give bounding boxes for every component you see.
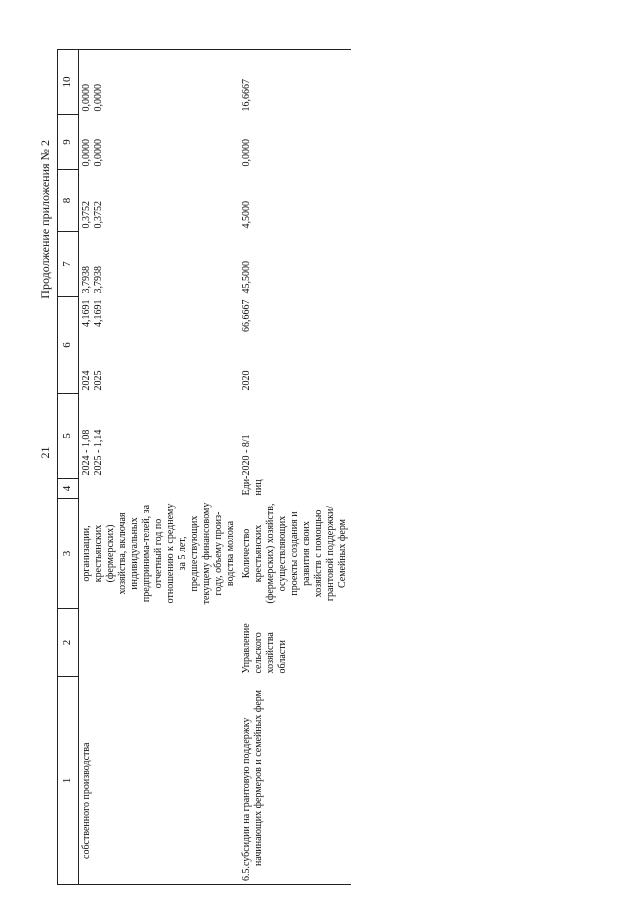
col-header-7: 7 — [58, 232, 79, 297]
table-row — [79, 50, 240, 885]
col-header-5: 5 — [58, 394, 79, 479]
value-1: 66,6667 — [241, 299, 252, 332]
year-1: 2020 — [241, 370, 252, 391]
cell-description: Количество крестьянских (фермерских) хозяйств, осуществляющих проекты создания и развития своих хозяйств с помощью грантовой поддержки/ Семейных ферм — [241, 503, 348, 604]
cell-indicator-name: собственного производства — [79, 677, 240, 885]
cell-col9: 0,0000 — [241, 139, 252, 167]
cell-col7: 45,5000 — [241, 261, 252, 294]
cell-indicator-name: 6.5. субсидии на грантовую поддержку начинающих фермеров и семейных ферм — [239, 677, 351, 885]
col-header-2: 2 — [58, 609, 79, 677]
table-row — [239, 50, 351, 885]
cell-col10: 16,6667 — [239, 50, 351, 115]
cell-col9: 0,0000 0,0000 — [81, 139, 104, 167]
page-number: 21 — [38, 446, 52, 459]
col-header-4: 4 — [58, 479, 79, 499]
header-row — [58, 50, 79, 885]
cell-col10: 0,0000 0,0000 — [79, 50, 240, 115]
value-1: 4,1691 — [81, 299, 92, 327]
value-2: 4,1691 — [93, 299, 104, 327]
cell-responsible — [79, 609, 240, 677]
cell-year-value — [239, 297, 351, 394]
year-2: 2025 — [93, 370, 104, 391]
cell-target: 2020 - 8/1 — [241, 434, 252, 476]
cell-year-value — [79, 297, 240, 394]
year-1: 2024 — [81, 370, 92, 391]
target-line-1: 2024 - 1,08 — [81, 429, 92, 476]
cell-col8: 0,3752 0,3752 — [81, 201, 104, 229]
cell-col8: 4,5000 — [241, 201, 252, 229]
col-header-9: 9 — [58, 115, 79, 170]
col-header-3: 3 — [58, 499, 79, 609]
appendix-table — [57, 49, 351, 885]
target-line-2: 2025 - 1,14 — [93, 429, 104, 476]
cell-target — [79, 394, 240, 479]
col-header-10: 10 — [58, 50, 79, 115]
col-header-1: 1 — [58, 677, 79, 885]
col-header-6: 6 — [58, 297, 79, 394]
cell-unit: Еди-ниц — [241, 475, 264, 496]
col-header-8: 8 — [58, 170, 79, 232]
cell-unit — [79, 479, 240, 499]
cell-col7: 3,7938 3,7938 — [81, 266, 104, 294]
row-number: 6.5. — [241, 866, 252, 881]
continuation-title: Продолжение приложения № 2 — [38, 140, 52, 299]
cell-description: организации, крестьянских (фермерских) хозяйства, включая индивидуальных предпринима-телей, за отчетный год по отношению к среднему за 5 лет, предшествующих текущему финансовому году, объему произ-водства молока — [81, 502, 236, 605]
cell-responsible: Управление сельского хозяйства области — [241, 623, 288, 674]
